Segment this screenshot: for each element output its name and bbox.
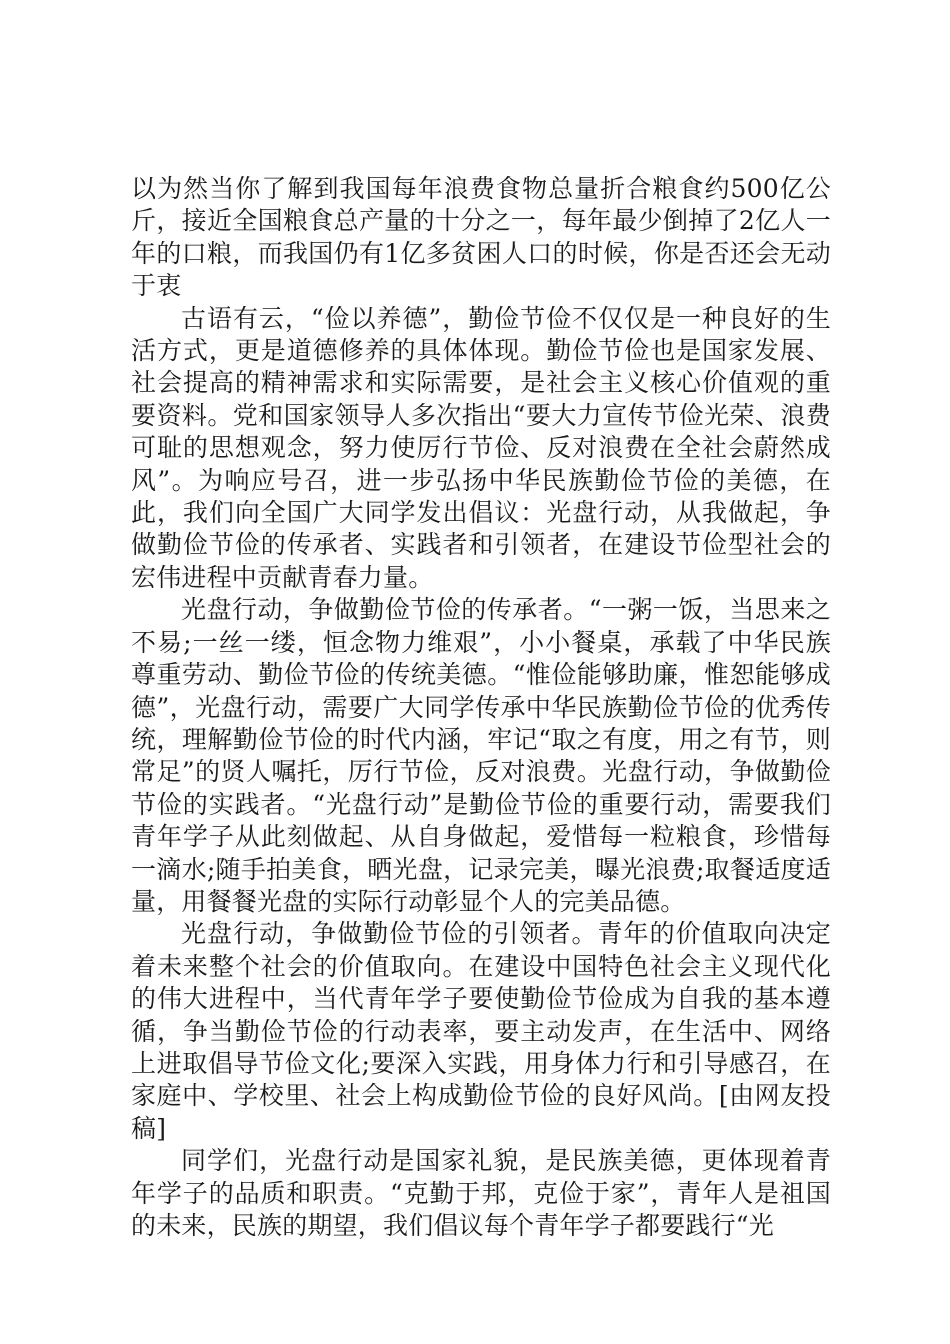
paragraph-5: 同学们，光盘行动是国家礼貌，是民族美德，更体现着青年学子的品质和职责。“克勤于邦，克俭于家”，青年人是祖国的未来，民族的期望，我们倡议每个青年学子都要践行“光 (131, 1146, 831, 1240)
body-text (131, 173, 831, 1242)
paragraph-2: 古语有云，“俭以养德”，勤俭节俭不仅仅是一种良好的生活方式，更是道德修养的具体体现。勤俭节俭也是国家发展、社会提高的精神需求和实际需要，是社会主义核心价值观的重要资料。党和国家领导人多次指出“要大力宣传节俭光荣、浪费可耻的思想观念，努力使厉行节俭、反对浪费在全社会蔚然成风”。为响应号召，进一步弘扬中华民族勤俭节俭的美德，在此，我们向全国广大同学发出倡议：光盘行动，从我做起，争做勤俭节俭的传承者、实践者和引领者，在建设节俭型社会的宏伟进程中贡献青春力量。 (131, 303, 831, 592)
paragraph-1: 以为然当你了解到我国每年浪费食物总量折合粮食约500亿公斤，接近全国粮食总产量的十分之一，每年最少倒掉了2亿人一年的口粮，而我国仍有1亿多贫困人口的时候，你是否还会无动于衷 (131, 174, 831, 301)
paragraph-4: 光盘行动，争做勤俭节俭的引领者。青年的价值取向决定着未来整个社会的价值取向。在建设中国特色社会主义现代化的伟大进程中，当代青年学子要使勤俭节俭成为自我的基本遵循，争当勤俭节俭的行动表率，要主动发声，在生活中、网络上进取倡导节俭文化;要深入实践，用身体力行和引导感召，在家庭中、学校里、社会上构成勤俭节俭的良好风尚。[由网友投稿] (131, 919, 831, 1143)
paragraph-3: 光盘行动，争做勤俭节俭的传承者。“一粥一饭，当思来之不易;一丝一缕，恒念物力维艰”，小小餐桌，承载了中华民族尊重劳动、勤俭节俭的传统美德。“惟俭能够助廉，惟恕能够成德”，光盘行动，需要广大同学传承中华民族勤俭节俭的优秀传统，理解勤俭节俭的时代内涵，牢记“取之有度，用之有节，则常足”的贤人嘱托，厉行节俭，反对浪费。光盘行动，争做勤俭节俭的实践者。“光盘行动”是勤俭节俭的重要行动，需要我们青年学子从此刻做起、从自身做起，爱惜每一粒粮食，珍惜每一滴水;随手拍美食，晒光盘，记录完美，曝光浪费;取餐适度适量，用餐餐光盘的实际行动彰显个人的完美品德。 (131, 595, 831, 916)
